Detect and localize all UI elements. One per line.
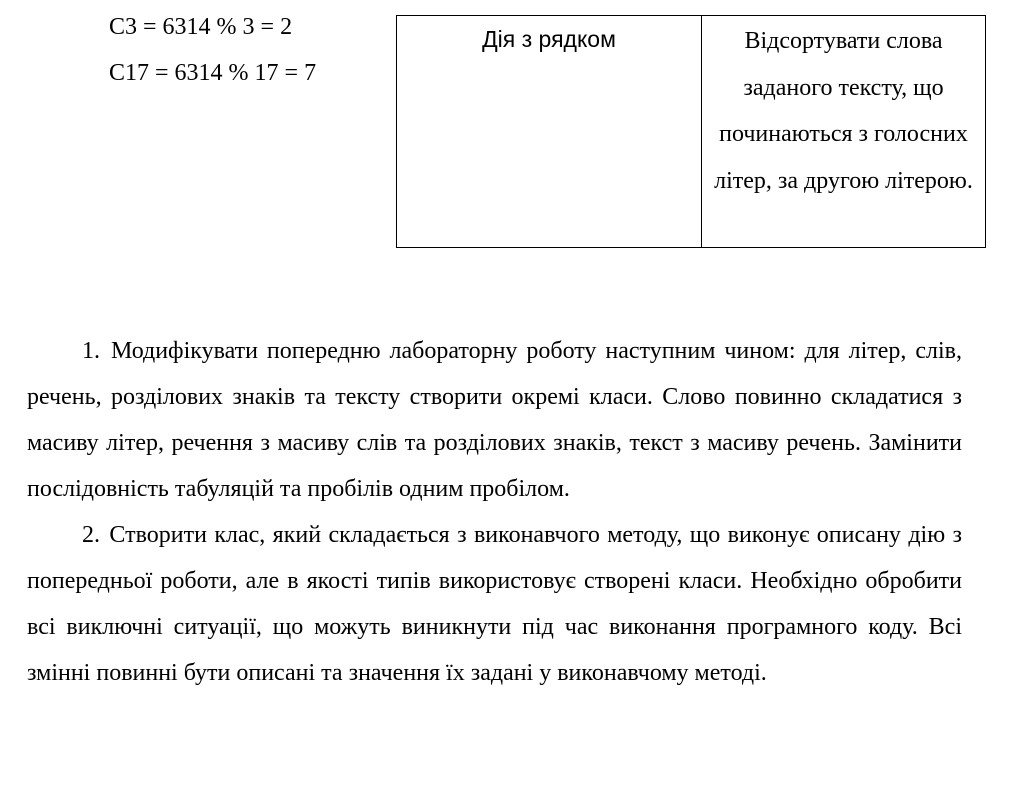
task-paragraph-1 [27, 328, 962, 512]
task-text-2: Створити клас, який складається з виконавчого методу, що виконує описану дію з попередньої роботи, але в якості типів використовує створені класи. Необхідно обробити всі виключні ситуації, що можуть виникнути під час виконання програмного коду. Всі змінні повинні бути описані та значення їх задані у виконавчому методі. [27, 522, 963, 686]
task-paragraph-2 [27, 512, 962, 696]
formula-c3: C3 = 6314 % 3 = 2 [109, 14, 293, 40]
task-table [396, 15, 986, 248]
task-number-2: 2. [82, 522, 100, 548]
table-cell-action-label: Дія з рядком [397, 16, 702, 248]
table-cell-action-description: Відсортувати слова заданого тексту, що починаються з голосних літер, за другою літерою. [702, 16, 986, 248]
formula-c17: C17 = 6314 % 17 = 7 [109, 60, 317, 86]
table-row [397, 16, 986, 248]
task-text-1: Модифікувати попередню лабораторну роботу наступним чином: для літер, слів, речень, розділових знаків та тексту створити окремі класи. Слово повинно складатися з масиву літер, речення з масиву слів та розділових знаків, текст з масиву речень. Замінити послідовність табуляцій та пробілів одним пробілом. [27, 338, 962, 502]
task-list [27, 328, 962, 696]
task-number-1: 1. [82, 338, 100, 364]
